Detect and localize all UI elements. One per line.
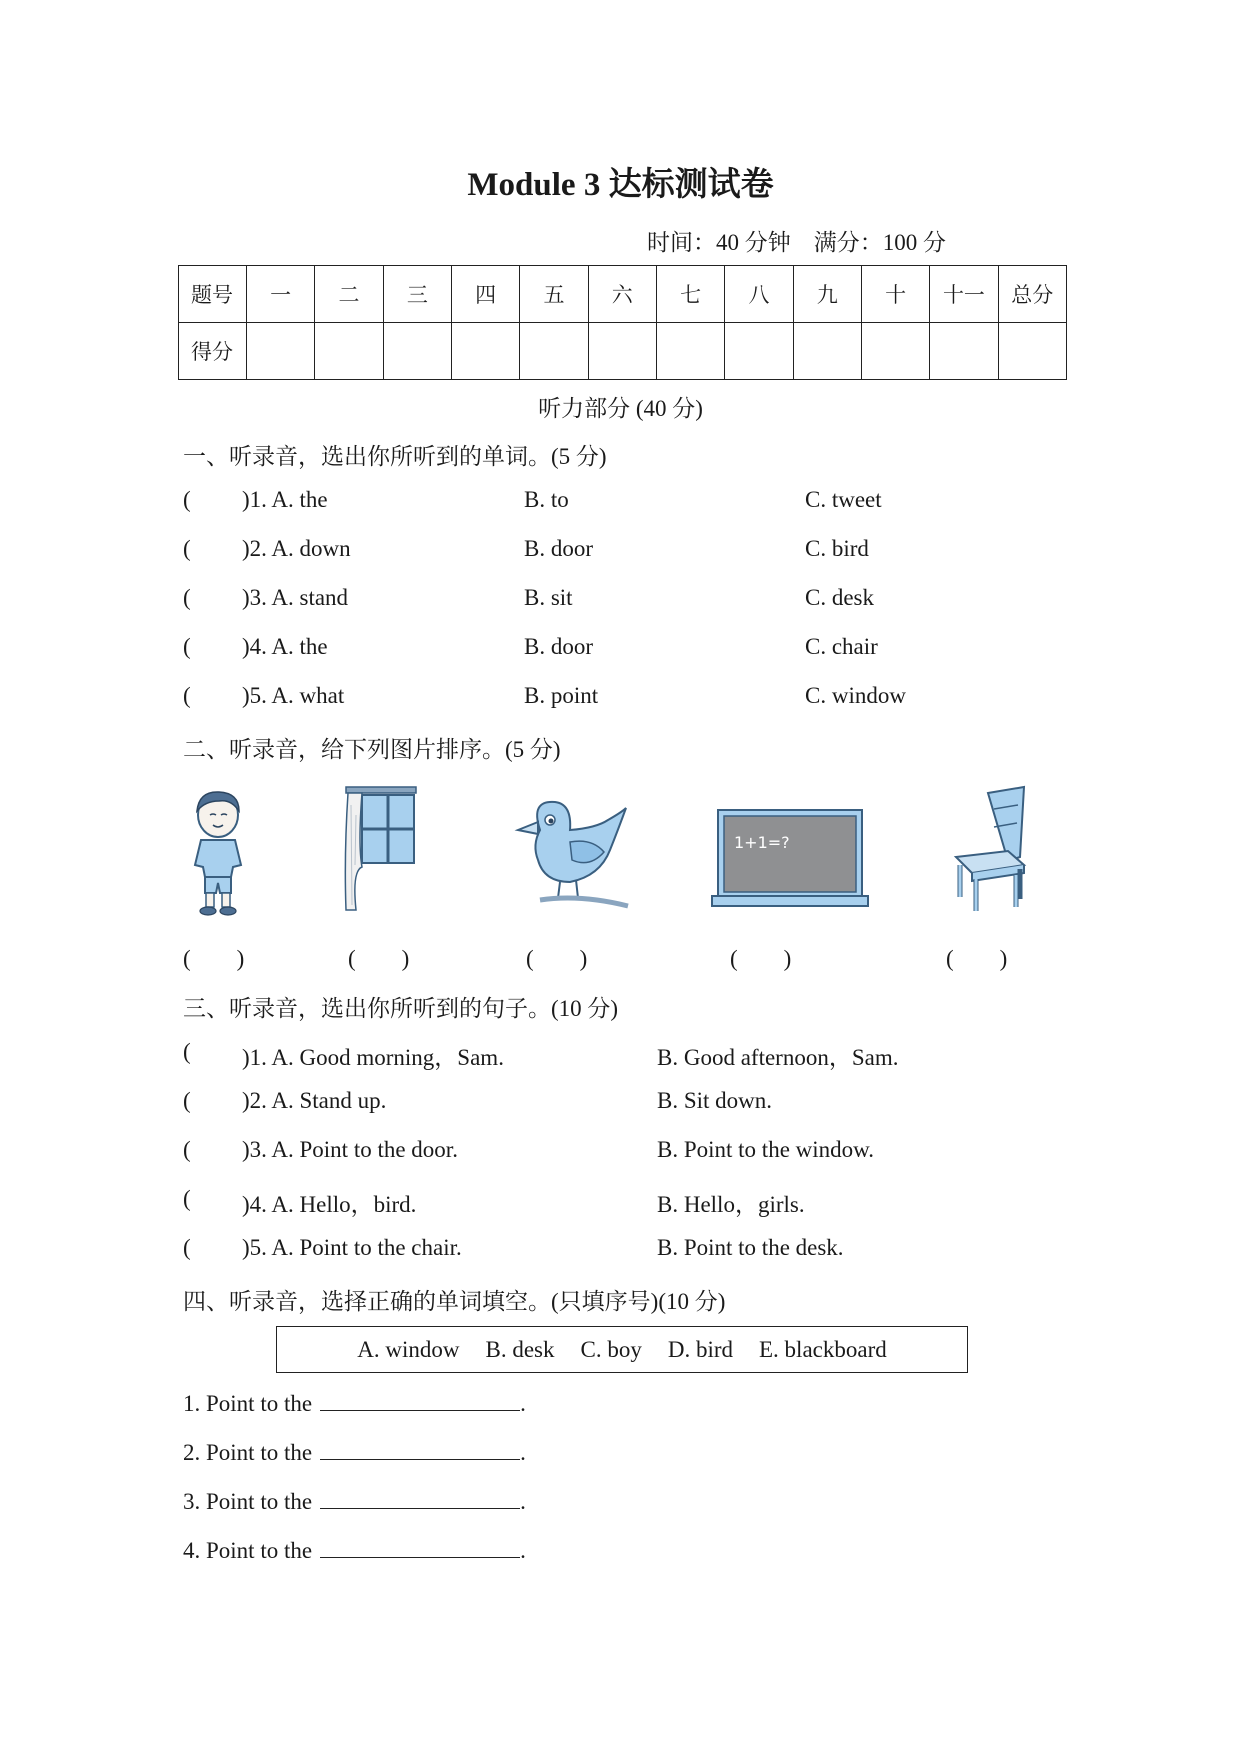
fill-blank-item: 1. Point to the .: [183, 1391, 526, 1416]
option-c: C. window: [805, 683, 906, 708]
answer-bracket[interactable]: (: [183, 1186, 191, 1211]
section4-heading: 四、听录音，选择正确的单词填空。(只填序号)(10 分): [183, 1289, 726, 1314]
fill-blank-prompt: 3. Point to the: [183, 1489, 313, 1514]
page-title: Module 3 达标测试卷: [467, 167, 774, 203]
question-option-a: )2. A. down: [242, 536, 351, 561]
score-cell[interactable]: [520, 323, 588, 380]
answer-bracket[interactable]: (: [183, 536, 191, 561]
blackboard-text: 1+1=?: [734, 833, 790, 852]
answer-bracket[interactable]: (: [183, 683, 191, 708]
score-cell[interactable]: [588, 323, 656, 380]
score-header-cell: 七: [656, 266, 724, 323]
exam-meta: 时间：40 分钟 满分：100 分: [647, 230, 946, 255]
word-option: B. desk: [485, 1336, 555, 1362]
boy-icon: [183, 785, 253, 920]
score-header-cell: 五: [520, 266, 588, 323]
option-b: B. door: [524, 536, 593, 561]
option-c: C. tweet: [805, 487, 882, 512]
score-cell[interactable]: [998, 323, 1066, 380]
answer-blank[interactable]: [320, 1390, 520, 1411]
option-c: C. chair: [805, 634, 878, 659]
question-option-a: )5. A. what: [242, 683, 345, 708]
score-cell[interactable]: [247, 323, 315, 380]
score-header-cell: 六: [588, 266, 656, 323]
answer-bracket[interactable]: (: [183, 1235, 191, 1260]
window-icon: [340, 785, 420, 915]
fill-blank-prompt: 4. Point to the: [183, 1538, 313, 1563]
score-row-label: 得分: [179, 323, 247, 380]
question-option-a: )5. A. Point to the chair.: [242, 1235, 462, 1260]
score-cell[interactable]: [930, 323, 998, 380]
answer-blank[interactable]: [320, 1488, 520, 1509]
score-table: [178, 265, 1067, 380]
question-option-a: )1. A. the: [242, 487, 328, 512]
score-cell[interactable]: [861, 323, 929, 380]
answer-blank[interactable]: [320, 1439, 520, 1460]
score-table-score-row: [179, 323, 1067, 380]
picture-answer-bracket[interactable]: ( ): [348, 946, 410, 971]
option-b: B. sit: [524, 585, 573, 610]
answer-bracket[interactable]: (: [183, 634, 191, 659]
score-cell[interactable]: [315, 323, 383, 380]
answer-blank[interactable]: [320, 1537, 520, 1558]
option-b: B. Sit down.: [657, 1088, 773, 1113]
option-b: B. door: [524, 634, 593, 659]
word-option: E. blackboard: [759, 1336, 887, 1362]
score-header-cell: 总分: [998, 266, 1066, 323]
score-cell[interactable]: [793, 323, 861, 380]
answer-bracket[interactable]: (: [183, 1088, 191, 1113]
score-header-cell: 十: [861, 266, 929, 323]
section3-heading: 三、听录音，选出你所听到的句子。(10 分): [183, 996, 619, 1021]
option-b: B. point: [524, 683, 599, 708]
picture-answer-bracket[interactable]: ( ): [730, 946, 792, 971]
option-b: B. Good afternoon，Sam.: [657, 1045, 899, 1070]
score-header-cell: 九: [793, 266, 861, 323]
score-header-cell: 四: [451, 266, 519, 323]
option-b: B. Hello，girls.: [657, 1192, 805, 1217]
answer-bracket[interactable]: (: [183, 585, 191, 610]
word-option: A. window: [357, 1336, 460, 1362]
score-header-cell: 三: [383, 266, 451, 323]
answer-bracket[interactable]: (: [183, 487, 191, 512]
score-header-cell: 题号: [179, 266, 247, 323]
word-option: D. bird: [667, 1336, 733, 1362]
fill-blank-item: 4. Point to the .: [183, 1538, 526, 1563]
option-b: B. Point to the desk.: [657, 1235, 844, 1260]
fill-blank-item: 3. Point to the .: [183, 1489, 526, 1514]
option-b: B. to: [524, 487, 569, 512]
question-option-a: )3. A. Point to the door.: [242, 1137, 458, 1162]
score-cell[interactable]: [656, 323, 724, 380]
question-option-a: )4. A. the: [242, 634, 328, 659]
question-option-a: )3. A. stand: [242, 585, 349, 610]
question-option-a: )4. A. Hello，bird.: [242, 1192, 417, 1217]
fill-blank-item: 2. Point to the .: [183, 1440, 526, 1465]
score-table-header-row: [179, 266, 1067, 323]
fill-blank-prompt: 2. Point to the: [183, 1440, 313, 1465]
option-b: B. Point to the window.: [657, 1137, 875, 1162]
score-header-cell: 十一: [930, 266, 998, 323]
bird-icon: [500, 790, 630, 915]
section1-heading: 一、听录音，选出你所听到的单词。(5 分): [183, 444, 607, 469]
picture-answer-bracket[interactable]: ( ): [526, 946, 588, 971]
score-header-cell: 八: [725, 266, 793, 323]
score-header-cell: 一: [247, 266, 315, 323]
question-option-a: )1. A. Good morning，Sam.: [242, 1045, 504, 1070]
option-c: C. bird: [805, 536, 869, 561]
chair-icon: [950, 785, 1030, 915]
picture-answer-bracket[interactable]: ( ): [946, 946, 1008, 971]
picture-answer-bracket[interactable]: ( ): [183, 946, 245, 971]
section2-heading: 二、听录音，给下列图片排序。(5 分): [183, 737, 561, 762]
option-c: C. desk: [805, 585, 874, 610]
question-option-a: )2. A. Stand up.: [242, 1088, 387, 1113]
score-cell[interactable]: [451, 323, 519, 380]
fill-blank-prompt: 1. Point to the: [183, 1391, 313, 1416]
blackboard-icon: [710, 808, 870, 913]
answer-bracket[interactable]: (: [183, 1137, 191, 1162]
score-cell[interactable]: [725, 323, 793, 380]
score-header-cell: 二: [315, 266, 383, 323]
word-option: C. boy: [580, 1336, 642, 1362]
listening-part-heading: 听力部分 (40 分): [538, 396, 703, 421]
answer-bracket[interactable]: (: [183, 1039, 191, 1064]
score-cell[interactable]: [383, 323, 451, 380]
word-bank: [276, 1326, 968, 1373]
